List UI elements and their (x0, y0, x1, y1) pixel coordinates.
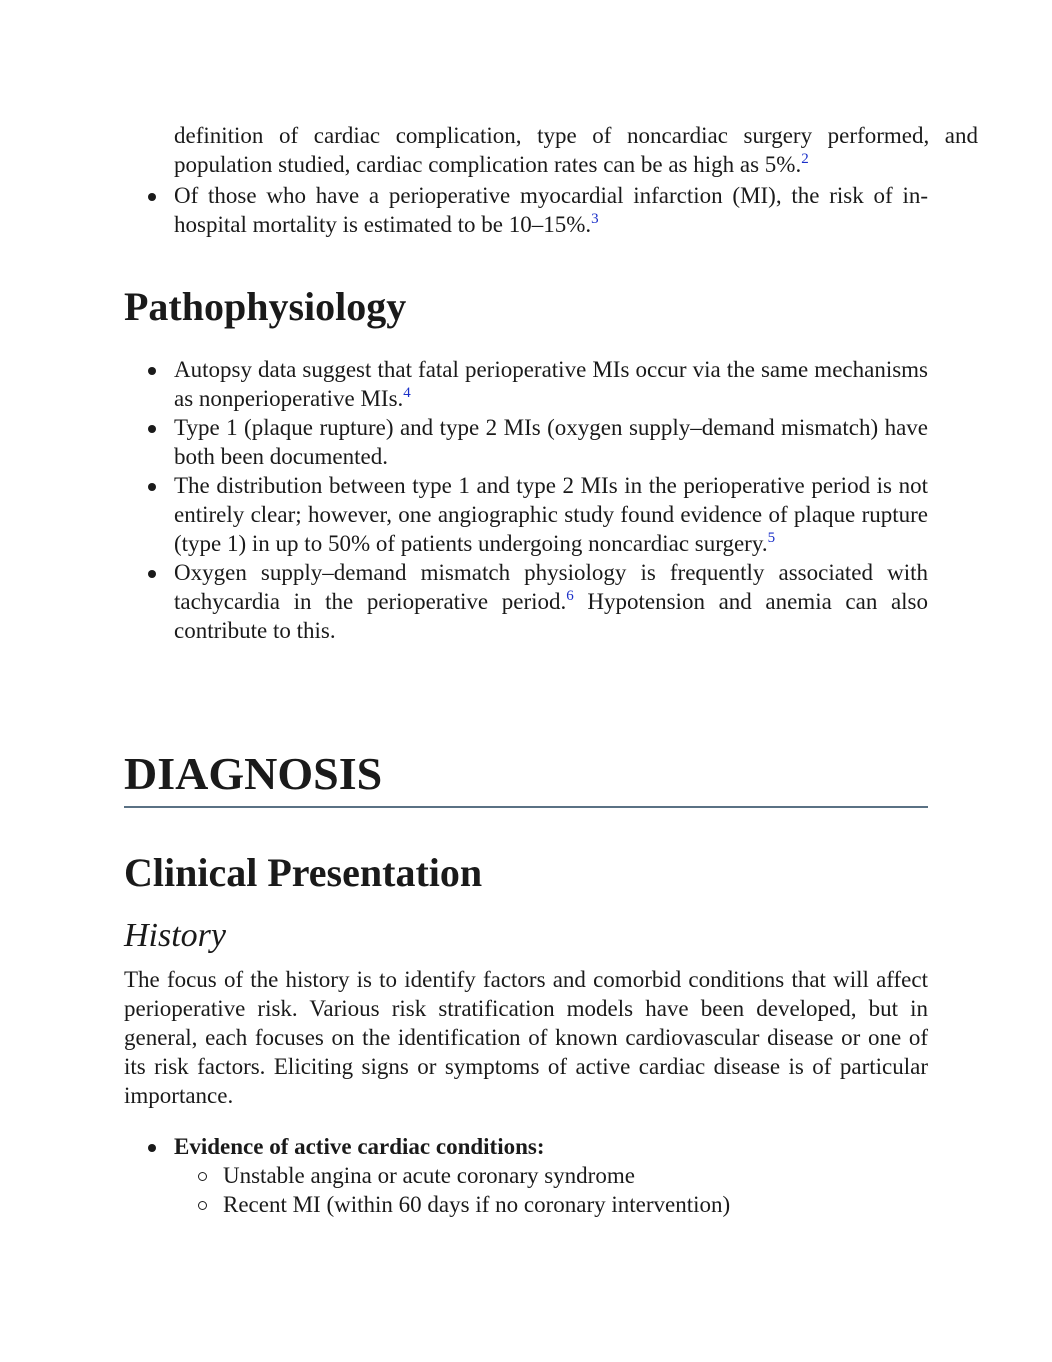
hollow-bullet-icon (198, 1172, 207, 1181)
list-item-text-bold: Evidence of active cardiac conditions: (174, 1134, 545, 1159)
list-item-text-continued: Hypotension and anemia can also contribute to this. (174, 589, 928, 643)
list-item-text: Autopsy data suggest that fatal perioperative MIs occur via the same mechanisms as nonperioperative MIs. (174, 357, 928, 411)
hollow-bullet-icon (198, 1201, 207, 1210)
reference-link[interactable]: 6 (566, 588, 574, 604)
bullet-icon (148, 193, 156, 201)
bullet-icon (148, 367, 156, 375)
chapter-title: DIAGNOSIS (124, 748, 383, 799)
sublist-item-text: Unstable angina or acute coronary syndrome (223, 1163, 635, 1188)
reference-link[interactable]: 2 (801, 151, 809, 167)
reference-link[interactable]: 3 (591, 211, 599, 227)
bullet-icon (148, 1144, 156, 1152)
continued-paragraph (124, 121, 978, 179)
sublist-item-text: Recent MI (within 60 days if no coronary intervention) (223, 1192, 731, 1217)
chapter-divider (124, 806, 928, 808)
subsection-heading-history: History (124, 917, 226, 954)
list-item (124, 1132, 928, 1161)
list-item (124, 355, 928, 413)
list-item (124, 413, 928, 471)
pathophysiology-list (124, 355, 928, 645)
sublist-item (124, 1190, 928, 1219)
list-item-text: Of those who have a perioperative myocardial infarction (MI), the risk of in-hospital mortality is estimated to be 10–15%. (174, 183, 928, 237)
reference-link[interactable]: 5 (767, 530, 776, 546)
section-heading-pathophysiology: Pathophysiology (124, 284, 407, 329)
section-heading-clinical-presentation: Clinical Presentation (124, 850, 483, 895)
intro-list (124, 181, 928, 239)
list-item (124, 471, 928, 558)
list-item-text: The distribution between type 1 and type 2 MIs in the perioperative period is not entirely clear; however, one angiographic study found evidence of plaque rupture (type 1) in up to 50% of patients undergoing noncardiac surgery. (174, 473, 928, 556)
sublist-item (124, 1161, 928, 1190)
list-item-text: Oxygen supply–demand mismatch physiology is frequently associated with tachycardia in the perioperative period. (174, 560, 928, 614)
continued-text: definition of cardiac complication, type of noncardiac surgery performed, and population studied, cardiac complication rates can be as high as 5%. (174, 123, 978, 177)
active-conditions-list (124, 1132, 928, 1161)
list-item-text: Type 1 (plaque rupture) and type 2 MIs (oxygen supply–demand mismatch) have both been documented. (174, 415, 928, 469)
reference-link[interactable]: 4 (403, 385, 411, 401)
bullet-icon (148, 483, 156, 491)
bullet-icon (148, 570, 156, 578)
active-conditions-sublist (124, 1161, 928, 1219)
list-item (124, 558, 928, 645)
list-item (124, 181, 928, 239)
bullet-icon (148, 425, 156, 433)
history-paragraph: The focus of the history is to identify factors and comorbid conditions that will affect perioperative risk. Various risk stratification models have been developed, but in general, each focuses on the identification of known cardiovascular disease or one of its risk factors. Eliciting signs or symptoms of active cardiac disease is of particular importance. (124, 967, 928, 1108)
